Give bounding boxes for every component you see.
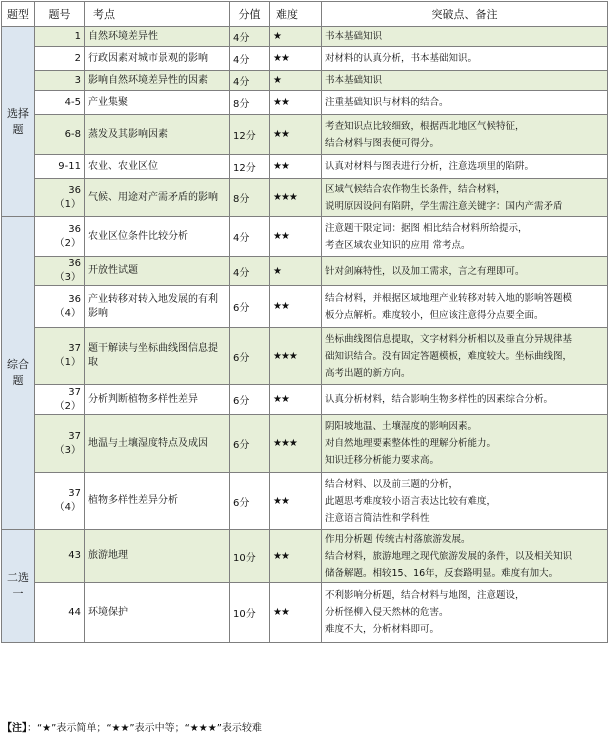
score-value: 6分: [230, 286, 270, 328]
note-cell: [322, 415, 608, 473]
note-line: 认真分析材料，结合影响生物多样性的因素综合分析。: [325, 394, 554, 405]
question-number: 36 （3）: [35, 257, 85, 286]
note-line: 不利影响分析题，结合材料与地图，注意题设，: [325, 590, 525, 601]
knowledge-point: 蒸发及其影响因素: [85, 115, 230, 155]
score-value: 4分: [230, 71, 270, 91]
note-line: 难度不大，分析材料即可。: [325, 624, 440, 635]
question-number: 36 （1）: [35, 179, 85, 217]
difficulty-stars: ★★★: [270, 415, 322, 473]
score-value: 6分: [230, 415, 270, 473]
table-row: [2, 71, 608, 91]
note-line: 说明原因设问有陷阱，学生需注意关键字：国内产需矛盾: [325, 200, 563, 212]
note-cell: [322, 217, 608, 257]
note-line: 考查知识点比较细致，根据西北地区气候特征，: [325, 120, 525, 132]
question-number: 37 （2）: [35, 385, 85, 415]
question-number: 44: [35, 583, 85, 643]
table-row: [2, 286, 608, 328]
table-row: [2, 179, 608, 217]
note-line: 板分点解析。难度较小，但应该注意得分点要全面。: [325, 309, 544, 321]
knowledge-point: 产业转移对转入地发展的有利影响: [85, 286, 230, 328]
note-line: 结合材料，旅游地理之现代旅游发展的条件，以及相关知识: [325, 550, 573, 562]
knowledge-point: 农业、农业区位: [85, 155, 230, 179]
note-line: 储备解题。相较15、16年，反套路明显。难度有加大。: [325, 567, 559, 579]
note-line: 书本基础知识: [325, 31, 383, 42]
difficulty-stars: ★★: [270, 155, 322, 179]
table-row: [2, 328, 608, 385]
difficulty-stars: ★★: [270, 583, 322, 643]
difficulty-stars: ★★: [270, 473, 322, 530]
question-type-cell: 二选 一: [2, 530, 35, 643]
question-number: 2: [35, 47, 85, 71]
note-cell: [322, 286, 608, 328]
note-cell: [322, 257, 608, 286]
difficulty-stars: ★★: [270, 91, 322, 115]
table-row: [2, 530, 608, 583]
note-cell: [322, 155, 608, 179]
exam-analysis-table: [1, 1, 608, 643]
note-cell: [322, 91, 608, 115]
note-cell: [322, 583, 608, 643]
knowledge-point: 开放性试题: [85, 257, 230, 286]
table-row: [2, 91, 608, 115]
score-value: 6分: [230, 385, 270, 415]
note-line: 作用分析题 传统古村落旅游发展。: [325, 533, 471, 545]
knowledge-point: 影响自然环境差异性的因素: [85, 71, 230, 91]
table-row: [2, 415, 608, 473]
question-number: 37 （3）: [35, 415, 85, 473]
difficulty-stars: ★★: [270, 217, 322, 257]
note-line: 结合材料与图表便可得分。: [325, 137, 440, 149]
difficulty-stars: ★: [270, 27, 322, 47]
note-line: 注意语言简洁性和学科性: [325, 512, 430, 524]
table-row: [2, 47, 608, 71]
table-row: [2, 155, 608, 179]
knowledge-point: 行政因素对城市景观的影响: [85, 47, 230, 71]
note-line: 书本基础知识: [325, 75, 383, 86]
question-number: 37 （4）: [35, 473, 85, 530]
note-cell: [322, 27, 608, 47]
question-number: 1: [35, 27, 85, 47]
score-value: 4分: [230, 27, 270, 47]
knowledge-point: 产业集聚: [85, 91, 230, 115]
question-number: 43: [35, 530, 85, 583]
note-line: 础知识结合。没有固定答题模板，难度较大。坐标曲线图，: [325, 350, 573, 362]
score-value: 6分: [230, 328, 270, 385]
difficulty-stars: ★★: [270, 115, 322, 155]
score-value: 10分: [230, 583, 270, 643]
difficulty-stars: ★★★: [270, 179, 322, 217]
question-type-cell: 选择 题: [2, 27, 35, 217]
note-cell: [322, 473, 608, 530]
note-line: 高考出题的新方向。: [325, 367, 411, 379]
table-row: [2, 115, 608, 155]
table-row: [2, 217, 608, 257]
score-value: 4分: [230, 47, 270, 71]
note-cell: [322, 71, 608, 91]
difficulty-stars: ★★★: [270, 328, 322, 385]
note-cell: [322, 115, 608, 155]
note-line: 对自然地理要素整体性的理解分析能力。: [325, 438, 497, 449]
note-cell: [322, 47, 608, 71]
score-value: 12分: [230, 115, 270, 155]
header-note: 突破点、备注: [322, 2, 608, 27]
note-line: 注意题干限定词：据图 相比结合材料所给提示，: [325, 222, 528, 234]
footnote-text: ：“★”表示简单；“★★”表示中等；“★★★”表示较难: [27, 723, 262, 734]
difficulty-stars: ★: [270, 257, 322, 286]
note-line: 结合材料、以及前三题的分析，: [325, 478, 459, 490]
question-type-cell: 综合 题: [2, 217, 35, 530]
score-value: 4分: [230, 217, 270, 257]
knowledge-point: 农业区位条件比较分析: [85, 217, 230, 257]
question-number: 6-8: [35, 115, 85, 155]
score-value: 6分: [230, 473, 270, 530]
score-value: 4分: [230, 257, 270, 286]
footnote-bracket: 【注】: [2, 723, 27, 734]
score-value: 12分: [230, 155, 270, 179]
question-number: 37 （1）: [35, 328, 85, 385]
knowledge-point: 旅游地理: [85, 530, 230, 583]
knowledge-point: 分析判断植物多样性差异: [85, 385, 230, 415]
note-cell: [322, 328, 608, 385]
header-row: [2, 2, 608, 27]
note-line: 分析怪柳入侵天然林的危害。: [325, 607, 449, 618]
table-row: [2, 473, 608, 530]
question-number: 36 （2）: [35, 217, 85, 257]
table-row: [2, 385, 608, 415]
note-line: 针对剑麻特性，以及加工需求，言之有理即可。: [325, 265, 525, 277]
header-type: 题型: [2, 2, 35, 27]
note-line: 认真对材料与图表进行分析，注意选项里的陷阱。: [325, 161, 535, 172]
table-row: [2, 257, 608, 286]
table-row: [2, 583, 608, 643]
note-cell: [322, 530, 608, 583]
question-number: 36 （4）: [35, 286, 85, 328]
knowledge-point: 自然环境差异性: [85, 27, 230, 47]
note-line: 注重基础知识与材料的结合。: [325, 97, 449, 108]
header-num: 题号: [35, 2, 85, 27]
note-line: 考查区域农业知识的应用 常考点。: [325, 239, 471, 251]
question-number: 4-5: [35, 91, 85, 115]
note-line: 对材料的认真分析，书本基础知识。: [325, 53, 478, 64]
note-cell: [322, 179, 608, 217]
knowledge-point: 环境保护: [85, 583, 230, 643]
note-line: 结合材料，并根据区域地理产业转移对转入地的影响答题模: [325, 292, 573, 304]
difficulty-stars: ★★: [270, 385, 322, 415]
difficulty-stars: ★★: [270, 530, 322, 583]
difficulty-stars: ★: [270, 71, 322, 91]
knowledge-point: 气候、用途对产需矛盾的影响: [85, 179, 230, 217]
note-line: 阴阳坡地温、土壤湿度的影响因素。: [325, 421, 478, 432]
header-diff: 难度: [270, 2, 322, 27]
score-value: 10分: [230, 530, 270, 583]
note-cell: [322, 385, 608, 415]
header-score: 分值: [230, 2, 270, 27]
question-number: 3: [35, 71, 85, 91]
note-line: 知识迁移分析能力要求高。: [325, 455, 440, 466]
header-point: 考点: [85, 2, 230, 27]
score-value: 8分: [230, 91, 270, 115]
knowledge-point: 地温与土壤湿度特点及成因: [85, 415, 230, 473]
question-number: 9-11: [35, 155, 85, 179]
knowledge-point: 植物多样性差异分析: [85, 473, 230, 530]
note-line: 此题思考难度较小语言表达比较有难度，: [325, 495, 497, 507]
table-row: [2, 27, 608, 47]
footnote: [2, 719, 606, 734]
knowledge-point: 题干解读与坐标曲线图信息提取: [85, 328, 230, 385]
note-line: 坐标曲线图信息提取，文字材料分析相以及垂直分异规律基: [325, 333, 573, 345]
difficulty-stars: ★★: [270, 286, 322, 328]
difficulty-stars: ★★: [270, 47, 322, 71]
score-value: 8分: [230, 179, 270, 217]
note-line: 区域气候结合农作物生长条件，结合材料，: [325, 183, 506, 195]
